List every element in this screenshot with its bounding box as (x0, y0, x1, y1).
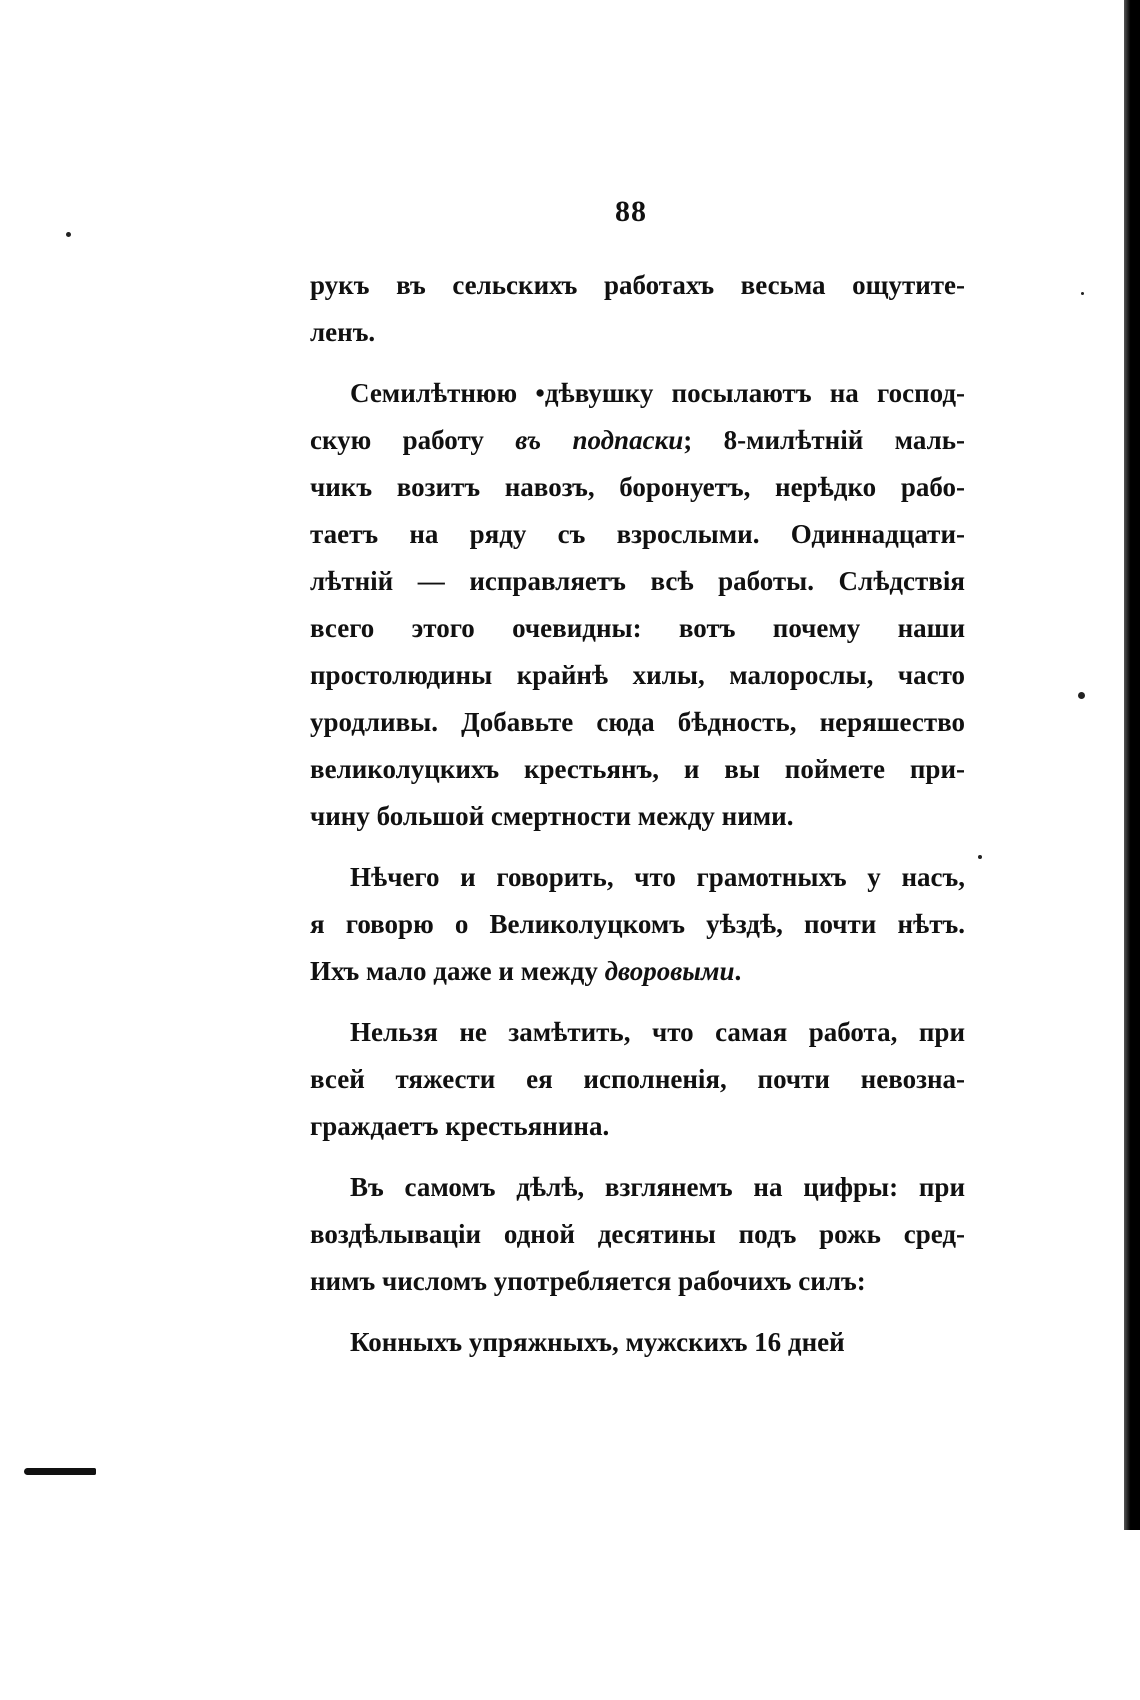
italic-phrase: дворовыми (604, 956, 735, 986)
speck (1081, 292, 1084, 295)
text-line: ленъ. (310, 317, 376, 347)
text-line: таетъ на ряду съ взрослыми. Одиннадцати- (310, 519, 965, 549)
speck (1078, 692, 1085, 699)
margin-mark (24, 1468, 96, 1475)
text-line: Нельзя не замѣтить, что самая работа, при (350, 1017, 965, 1047)
text-line: рукъ въ сельскихъ работахъ весьма ощутите- (310, 270, 965, 300)
text-line (310, 417, 965, 464)
speck (978, 855, 982, 859)
text-line: граждаетъ крестьянина. (310, 1111, 610, 1141)
text-line: всей тяжести ея исполненія, почти невозна- (310, 1064, 965, 1094)
text-line: нимъ числомъ употребляется рабочихъ силъ: (310, 1266, 866, 1296)
text-line: чину большой смертности между ними. (310, 801, 794, 831)
text-line: Нѣчего и говорить, что грамотныхъ у насъ, (350, 862, 965, 892)
text-line: Конныхъ упряжныхъ, мужскихъ 16 дней (350, 1327, 845, 1357)
text-line: лѣтній — исправляетъ всѣ работы. Слѣдствія (310, 566, 965, 596)
text-line: великолуцкихъ крестьянъ, и вы поймете при- (310, 754, 965, 784)
text-line: я говорю о Великолуцкомъ уѣздѣ, почти нѣтъ. (310, 909, 965, 939)
text-line: воздѣлываціи одной десятины подъ рожь сред- (310, 1219, 965, 1249)
page-edge-shadow (1124, 0, 1140, 1530)
text-line: всего этого очевидны: вотъ почему наши (310, 613, 965, 643)
body-text (310, 262, 965, 1366)
text-line (310, 948, 965, 995)
text-line: простолюдины крайнѣ хилы, малорослы, часто (310, 660, 965, 690)
page-number: 88 (615, 195, 647, 228)
text-line: чикъ возитъ навозъ, боронуетъ, нерѣдко рабо- (310, 472, 965, 502)
text-line: уродливы. Добавьте сюда бѣдность, неряшество (310, 707, 965, 737)
text-segment: . (734, 956, 742, 986)
text-segment: скую работу (310, 425, 516, 455)
speck (66, 232, 71, 237)
text-segment: Ихъ мало даже и между (310, 956, 605, 986)
text-line: Семилѣтнюю •дѣвушку посылаютъ на господ- (350, 378, 965, 408)
text-segment: ; 8-милѣтній маль- (683, 425, 965, 455)
text-line: Въ самомъ дѣлѣ, взглянемъ на цифры: при (350, 1172, 965, 1202)
italic-phrase: въ подпаски (515, 425, 684, 455)
